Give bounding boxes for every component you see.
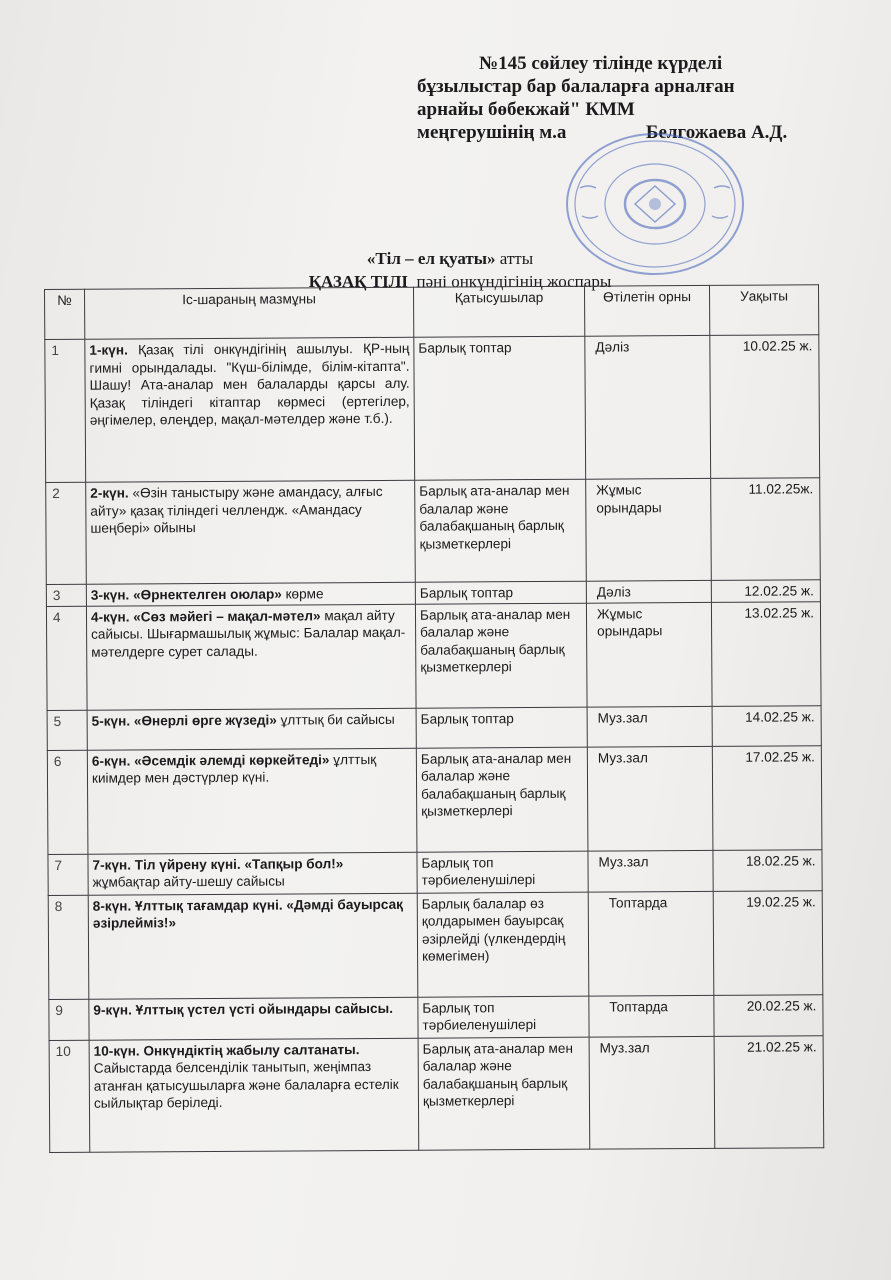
row-date: 13.02.25 ж. [711, 601, 821, 706]
row-number: 4 [46, 606, 87, 710]
day-title: 1-күн. [89, 342, 128, 358]
row-participants: Барлық топтар [415, 581, 586, 604]
day-description: мақал айту сайысы. Шығармашылық жұмыс: Балалар мақал-мәтелдерге сурет салады. [91, 607, 406, 660]
table-header-row [45, 285, 819, 340]
row-date: 20.02.25 ж. [714, 994, 823, 1036]
table-row [45, 335, 820, 483]
event-name-suffix: атты [495, 249, 534, 268]
approval-name: Белгожаева А.Д. [645, 122, 788, 143]
day-title: 10-күн. Онкүндіктің жабылу салтанаты. [93, 1041, 360, 1059]
approval-position: меңгерушінің м.а [417, 122, 567, 143]
table-row [49, 994, 823, 1040]
row-date: 10.02.25 ж. [710, 335, 820, 479]
row-number: 2 [46, 482, 87, 584]
row-content [89, 997, 418, 1040]
row-content [86, 480, 416, 584]
plan-table [44, 284, 824, 1152]
table-row [48, 849, 822, 895]
row-content [89, 1038, 419, 1152]
day-title: 9-күн. Ұлттық үстел үсті ойындары сайысы. [93, 1000, 394, 1018]
day-title: 5-күн. «Өнерлі өрге жүзеді» [91, 712, 277, 729]
row-participants: Барлық ата-аналар мен балалар және балабақшаның барлық қызметкерлері [416, 747, 588, 852]
row-date: 21.02.25 ж. [714, 1035, 824, 1148]
row-number: 3 [46, 584, 86, 606]
row-number: 1 [45, 339, 86, 482]
day-title: 2-күн. [90, 485, 129, 501]
row-participants: Барлық ата-аналар мен балалар және балабақшаның барлық қызметкерлері [415, 603, 587, 708]
row-date: 18.02.25 ж. [713, 849, 822, 891]
row-place: Топтарда [589, 995, 714, 1037]
row-place: Жұмыс орындары [586, 602, 712, 707]
table-row [47, 705, 821, 750]
row-participants: Барлық топтар [414, 336, 586, 480]
row-content [88, 852, 417, 895]
row-date: 14.02.25 ж. [712, 705, 821, 746]
row-content [86, 604, 416, 710]
row-content [86, 582, 415, 606]
table-row [49, 1035, 824, 1152]
row-participants: Барлық балалар өз қолдарымен бауырсақ әзірлейді (үлкендердің көмегімен) [417, 892, 589, 997]
day-description: Ұлттық тағамдар күні. «Дәмді бауырсақ әзірлейміз!» [92, 896, 403, 931]
approval-line-1: №145 сөйлеу тілінде күрделі [479, 53, 723, 74]
row-date: 11.02.25ж. [711, 478, 821, 581]
row-participants: Барлық топтар [416, 707, 587, 748]
day-title: 7-күн. Тіл үйрену күні. «Тапқыр бол!» [92, 855, 344, 873]
event-name: «Тіл – ел қуаты» [366, 249, 496, 268]
header-participants: Қатысушылар [413, 286, 584, 337]
row-number: 5 [47, 710, 87, 750]
row-participants: Барлық топ тәрбиеленушілері [418, 996, 589, 1038]
row-number: 6 [47, 750, 88, 854]
row-number: 9 [49, 999, 89, 1040]
day-description: жұмбақтар айту-шешу сайысы [92, 873, 285, 890]
approval-line-2: бұзылыстар бар балаларға арналған [417, 76, 735, 97]
plan-label: пәні онкүндігінің жоспары [407, 272, 612, 291]
row-content [88, 893, 418, 999]
table-row [47, 745, 822, 854]
row-place: Дәліз [585, 335, 711, 479]
row-number: 10 [49, 1040, 90, 1152]
header-number: № [45, 289, 85, 339]
table-row [48, 890, 823, 999]
row-date: 12.02.25 ж. [711, 580, 820, 602]
row-place: Муз.зал [587, 746, 713, 851]
row-number: 8 [48, 895, 89, 999]
day-description: ұлттық киімдер мен дәстүрлер күні. [91, 751, 377, 786]
row-place: Муз.зал [588, 850, 713, 892]
table-row [46, 478, 821, 585]
row-place: Жұмыс орындары [586, 478, 712, 581]
row-place: Дәліз [586, 580, 711, 602]
row-content [87, 708, 416, 750]
row-place: Муз.зал [587, 706, 712, 747]
day-description: Сайыстарда белсенділік танытып, жеңімпаз атанған қатысушыларға және балаларға естелік сыйлықтар беріледі. [93, 1059, 399, 1111]
header-content: Іс-шараның мазмұны [85, 287, 414, 339]
day-description: «Өзін таныстыру және амандасу, алғыс айту» қазақ тіліндегі челлендж. «Амандасу шеңбері» ойыны [90, 483, 383, 536]
row-place: Топтарда [588, 891, 714, 996]
day-title: 3-күн. «Өрнектелген оюлар» [90, 586, 282, 603]
header-time: Уақыты [709, 285, 818, 336]
subject-name: ҚАЗАҚ ТІЛІ [308, 272, 408, 291]
day-title: 6-күн. «Әсемдік әлемді көркейтеді» [91, 751, 330, 769]
row-content [87, 748, 417, 854]
table-row [46, 601, 821, 710]
row-place: Муз.зал [589, 1036, 715, 1149]
approval-line-3: арнайы бөбекжай" КММ [417, 99, 635, 120]
day-description: Қазақ тілі онкүндігінің ашылуы. ҚР-ның гимні орындалады. "Күш-білімде, білім-кітапта". Шашу! Ата-аналар мен балаларды қарсы алу. Қазақ тіліндегі кітаптар көрмесі (ертегілер, әңгімелер, өлеңдер, мақал-мәтелдер және т.б.). [89, 340, 410, 428]
day-title: 4-күн. «Сөз мәйегі – мақал-мәтел» [90, 607, 321, 625]
day-description: көрме [281, 586, 324, 602]
row-participants: Барлық ата-аналар мен балалар және балабақшаның барлық қызметкерлері [418, 1037, 590, 1150]
day-description: ұлттық би сайысы [276, 711, 395, 728]
row-participants: Барлық топ тәрбиеленушілері [417, 851, 588, 893]
header-place: Өтілетін орны [584, 285, 709, 336]
row-number: 7 [48, 854, 88, 895]
day-title: 8-күн. [92, 897, 132, 914]
document-title-line-1 [190, 249, 710, 269]
row-date: 17.02.25 ж. [712, 745, 822, 850]
row-date: 19.02.25 ж. [713, 890, 823, 995]
row-participants: Барлық ата-аналар мен балалар және балабақшаның барлық қызметкерлері [415, 479, 587, 582]
row-content [85, 337, 415, 482]
